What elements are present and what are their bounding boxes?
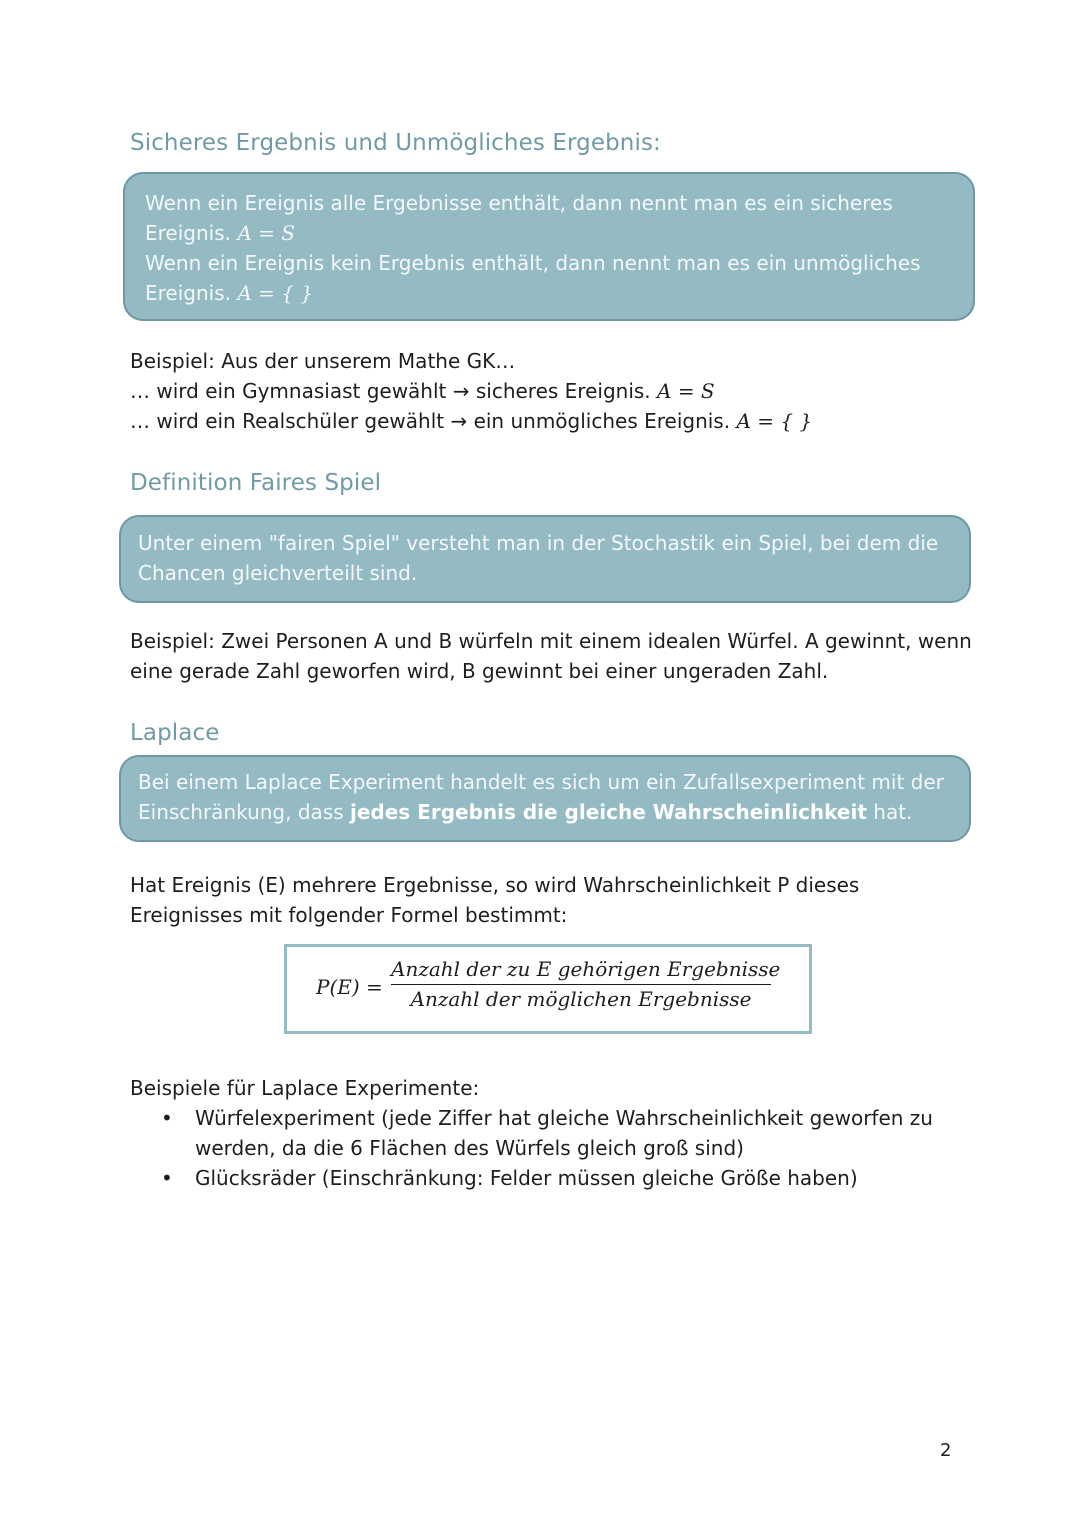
formula-a-equals-s: A = S (237, 221, 295, 245)
box-text: Einschränkung, dass (138, 800, 350, 824)
box-line (138, 797, 952, 827)
paragraph-line: Hat Ereignis (E) mehrere Ergebnisse, so wird Wahrscheinlichkeit P dieses (130, 873, 860, 897)
box-line: Chancen gleichverteilt sind. (138, 561, 418, 585)
box-line (145, 278, 953, 308)
example-paragraph-gk (130, 346, 812, 436)
box-text: Ereignis. (145, 281, 238, 305)
box-line (145, 218, 953, 248)
formula-numerator: Anzahl der zu E gehörigen Ergebnisse (391, 957, 771, 985)
box-line: Wenn ein Ereignis alle Ergebnisse enthält, dann nennt man es ein sicheres (145, 191, 893, 215)
formula-lhs: P(E) = (316, 975, 383, 999)
example-text: … wird ein Gymnasiast gewählt → sicheres Ereignis. (130, 379, 658, 403)
definition-box-faires-spiel (119, 515, 971, 603)
example-line (130, 406, 812, 436)
list-item-line: Glücksräder (Einschränkung: Felder müssen gleiche Größe haben) (195, 1166, 858, 1190)
examples-intro: Beispiele für Laplace Experimente: (130, 1076, 480, 1100)
emphasis-text: jedes Ergebnis die gleiche Wahrscheinlichkeit (350, 800, 867, 824)
box-text: hat. (866, 800, 913, 824)
box-line: Bei einem Laplace Experiment handelt es sich um ein Zufallsexperiment mit der (138, 770, 944, 794)
section-heading-laplace: Laplace (130, 720, 220, 746)
formula-a-equals-s: A = S (657, 379, 715, 403)
formula-a-equals-empty: A = { } (736, 409, 813, 433)
formula-fraction (391, 957, 781, 1011)
list-item-line: Würfelexperiment (jede Ziffer hat gleiche Wahrscheinlichkeit geworfen zu (195, 1106, 933, 1130)
formula-denominator: Anzahl der möglichen Ergebnisse (410, 987, 752, 1011)
examples-list (130, 1103, 935, 1193)
definition-box-laplace (119, 755, 971, 842)
laplace-formula-box (284, 944, 812, 1034)
box-line: Unter einem "fairen Spiel" versteht man in der Stochastik ein Spiel, bei dem die (138, 531, 939, 555)
formula-a-equals-empty: A = { } (237, 281, 314, 305)
example-text: … wird ein Realschüler gewählt → ein unmögliches Ereignis. (130, 409, 737, 433)
bullet-icon: • (161, 1166, 173, 1190)
box-text: Ereignis. (145, 221, 238, 245)
laplace-examples (130, 1073, 935, 1193)
bullet-icon: • (161, 1106, 173, 1130)
page-number: 2 (940, 1440, 952, 1461)
list-item (130, 1103, 935, 1163)
box-line: Wenn ein Ereignis kein Ergebnis enthält, dann nennt man es ein unmögliches (145, 251, 921, 275)
section-heading-faires-spiel: Definition Faires Spiel (130, 470, 382, 496)
list-item-line: werden, da die 6 Flächen des Würfels gleich groß sind) (195, 1136, 744, 1160)
example-line (130, 376, 812, 406)
formula-intro-paragraph (130, 870, 859, 930)
definition-box-sicheres-ergebnis (123, 172, 975, 321)
example-line: Beispiel: Aus der unserem Mathe GK… (130, 349, 516, 373)
paragraph-line: Ereignisses mit folgender Formel bestimmt: (130, 903, 568, 927)
example-paragraph-wuerfel (130, 626, 972, 686)
example-line: Beispiel: Zwei Personen A und B würfeln mit einem idealen Würfel. A gewinnt, wenn (130, 629, 972, 653)
section-heading-sicheres-ergebnis: Sicheres Ergebnis und Unmögliches Ergebnis: (130, 130, 661, 156)
example-line: eine gerade Zahl geworfen wird, B gewinnt bei einer ungeraden Zahl. (130, 659, 829, 683)
list-item (130, 1163, 935, 1193)
